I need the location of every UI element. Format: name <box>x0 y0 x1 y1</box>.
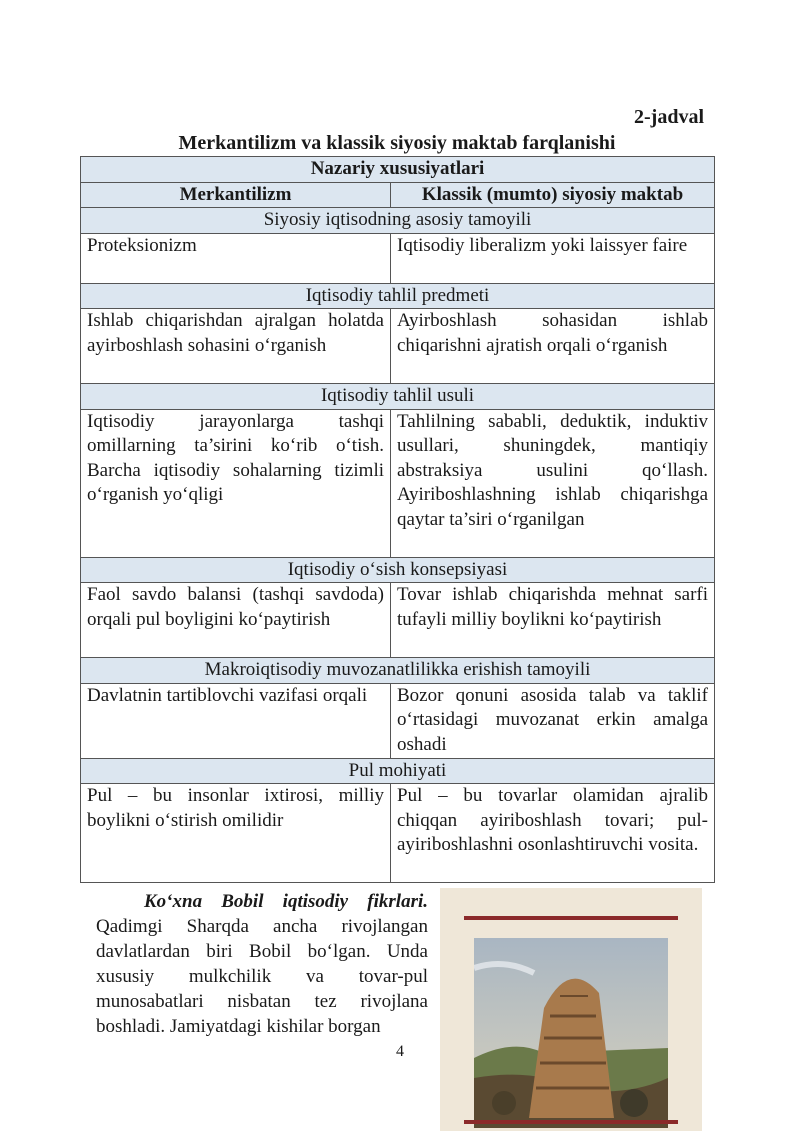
column-header-klassik: Klassik (mumto) siyosiy maktab <box>391 182 715 208</box>
tower-of-babel-image <box>440 888 702 1131</box>
cell-left: Ishlab chiqarishdan ajralgan holatda ayirboshlash sohasini o‘rganish <box>81 309 391 384</box>
cell-right: Tovar ishlab chiqarishda mehnat sarfi tufayli milliy boylikni ko‘paytirish <box>391 583 715 658</box>
cell-left: Pul – bu insonlar ixtirosi, milliy boylikni o‘stirish omilidir <box>81 784 391 883</box>
section-heading: Siyosiy iqtisodning asosiy tamoyili <box>81 208 715 234</box>
comparison-table <box>80 156 715 883</box>
section-heading: Pul mohiyati <box>81 758 715 784</box>
table-row <box>81 409 715 557</box>
cell-right: Ayirboshlash sohasidan ishlab chiqarishni ajratish orqali o‘rganish <box>391 309 715 384</box>
cell-right: Iqtisodiy liberalizm yoki laissyer faire <box>391 233 715 283</box>
table-row <box>81 784 715 883</box>
page-number: 4 <box>396 1043 404 1060</box>
column-header-merkantilizm: Merkantilizm <box>81 182 391 208</box>
table-title: Merkantilizm va klassik siyosiy maktab farqlanishi <box>178 132 616 154</box>
table-row <box>81 683 715 758</box>
cell-left: Proteksionizm <box>81 233 391 283</box>
paragraph-lead: Ko‘xna Bobil iqtisodiy fikrlari. <box>144 891 428 912</box>
section-heading: Iqtisodiy tahlil predmeti <box>81 283 715 309</box>
cell-right: Pul – bu tovarlar olamidan ajralib chiqqan ayiriboshlash tovari; pul-ayiriboshlashni osonlashtiruvchi vosita. <box>391 784 715 883</box>
cell-right: Bozor qonuni asosida talab va taklif o‘rtasidagi muvozanat erkin amalga oshadi <box>391 683 715 758</box>
body-paragraph <box>96 889 428 1039</box>
table-main-header: Nazariy xususiyatlari <box>81 157 715 183</box>
table-number: 2-jadval <box>634 106 704 128</box>
table-row <box>81 309 715 384</box>
cell-right: Tahlilning sababli, deduktik, induktiv usullari, shuningdek, mantiqiy abstraksiya usulini qo‘llash. Ayiriboshlashning ishlab chiqarishga qaytar ta’siri o‘rganilgan <box>391 409 715 557</box>
figure-bottom-bar <box>464 1120 678 1124</box>
figure-top-bar <box>464 916 678 920</box>
table-row <box>81 233 715 283</box>
cell-left: Faol savdo balansi (tashqi savdoda) orqali pul boyligini ko‘paytirish <box>81 583 391 658</box>
section-heading: Iqtisodiy o‘sish konsepsiyasi <box>81 557 715 583</box>
table-row <box>81 583 715 658</box>
section-heading: Iqtisodiy tahlil usuli <box>81 384 715 410</box>
cell-left: Davlatnin tartiblovchi vazifasi orqali <box>81 683 391 758</box>
paragraph-text: Qadimgi Sharqda ancha rivojlangan davlatlardan biri Bobil bo‘lgan. Unda xususiy mulkchilik va tovar-pul munosabatlari nisbatan tez rivojlana boshladi. Jamiyatdagi kishilar borgan <box>96 916 428 1037</box>
tower-painting <box>474 938 668 1128</box>
cell-left: Iqtisodiy jarayonlarga tashqi omillarning ta’sirini ko‘rib o‘tish. Barcha iqtisodiy sohalarning tizimli o‘rganish yo‘qligi <box>81 409 391 557</box>
section-heading: Makroiqtisodiy muvozanatlilikka erishish tamoyili <box>81 658 715 684</box>
